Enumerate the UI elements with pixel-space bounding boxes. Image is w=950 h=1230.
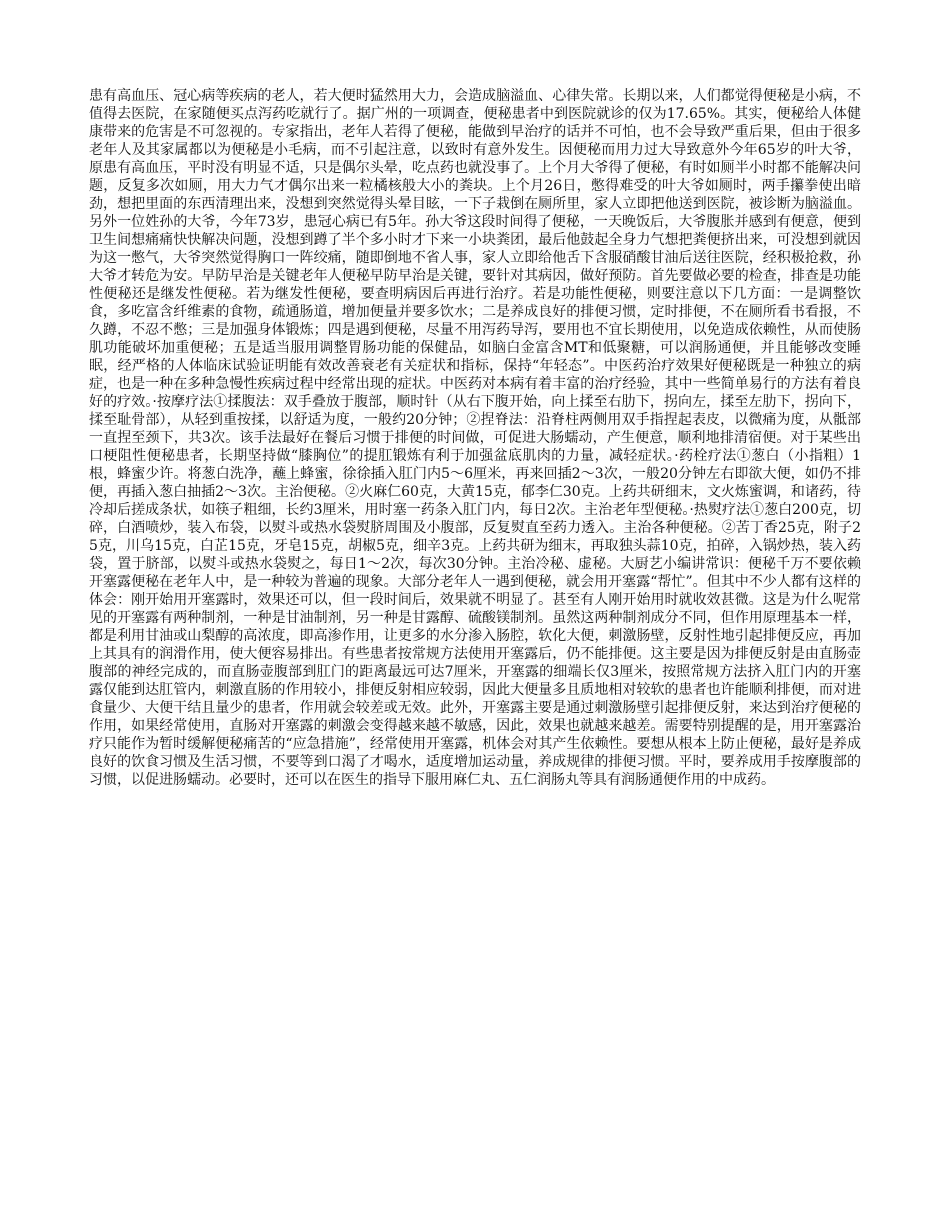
article-body: 患有高血压、冠心病等疾病的老人，若大便时猛然用大力，会造成脑溢血、心律失常。长期以来，人们都觉得便秘是小病，不值得去医院，在家随便买点泻药吃就行了。据广州的一项调查，便秘患者中到医院就诊的仅为17.65%。其实，便秘给人体健康带来的危害是不可忽视的。专家指出，老年人若得了便秘，能做到早治疗的话并不可怕，也不会导致严重后果，但由于很多老年人及其家属都以为便秘是小毛病，而不引起注意，以致时有意外发生。因便秘而用力过大导致意外今年65岁的叶大爷，原患有高血压，平时没有明显不适，只是偶尔头晕，吃点药也就没事了。上个月大爷得了便秘，有时如厕半小时都不能解决问题，反复多次如厕，用大力气才偶尔出来一粒橘核般大小的粪块。上个月26日，憋得难受的叶大爷如厕时，两手攥拳使出暗劲，想把里面的东西清理出来，没想到突然觉得头晕目眩，一下子栽倒在厕所里，家人立即把他送到医院，被诊断为脑溢血。另外一位姓孙的大爷，今年73岁，患冠心病已有5年。孙大爷这段时间得了便秘，一天晚饭后，大爷腹胀并感到有便意，便到卫生间想痛痛快快解决问题，没想到蹲了半个多小时才下来一小块粪团，最后他鼓起全身力气想把粪便挤出来，可没想到就因为这一憋气，大爷突然觉得胸口一阵绞痛，随即倒地不省人事，家人立即给他舌下含服硝酸甘油后送往医院，经积极抢救，孙大爷才转危为安。早防早治是关键老年人便秘早防早治是关键，要针对其病因，做好预防。首先要做必要的检查，排查是功能性便秘还是继发性便秘。若为继发性便秘，要查明病因后再进行治疗。若是功能性便秘，则要注意以下几方面：一是调整饮食，多吃富含纤维素的食物，疏通肠道，增加便量并要多饮水；二是养成良好的排便习惯，定时排便，不在厕所看书看报，不久蹲，不忍不憋；三是加强身体锻炼；四是遇到便秘，尽量不用泻药导泻，要用也不宜长期使用，以免造成依赖性，从而使肠肌功能破坏加重便秘；五是适当服用调整胃肠功能的保健品，如脑白金富含MT和低聚糖，可以润肠通便，并且能够改变睡眠，经严格的人体临床试验证明能有效改善衰老有关症状和指标，保持“年轻态”。中医药治疗效果好便秘既是一种独立的病症，也是一种在多种急慢性疾病过程中经常出现的症状。中医药对本病有着丰富的治疗经验，其中一些简单易行的方法有着良好的疗效。·按摩疗法①揉腹法：双手叠放于腹部，顺时针（从右下腹开始，向上揉至右肋下，拐向左，揉至左肋下，拐向下，揉至耻骨部），从轻到重按揉，以舒适为度，一般约20分钟；②捏脊法：沿脊柱两侧用双手指捏起表皮，以微痛为度，从骶部一直捏至颈下，共3次。该手法最好在餐后习惯于排便的时间做，可促进大肠蠕动，产生便意，顺利地排清宿便。对于某些出口梗阻性便秘患者，长期坚持做“膝胸位”的提肛锻炼有利于加强盆底肌肉的力量，减轻症状。·药栓疗法①葱白（小指粗）1根，蜂蜜少许。将葱白洗净，蘸上蜂蜜，徐徐插入肛门内5～6厘米，再来回插2～3次，一般20分钟左右即欲大便，如仍不排便，再插入葱白抽插2～3次。主治便秘。②火麻仁60克，大黄15克，郁李仁30克。上药共研细末，文火炼蜜调，和诸药，待冷却后搓成条状，如筷子粗细，长约3厘米，用时塞一药条入肛门内，每日2次。主治老年型便秘。·热熨疗法①葱白200克，切碎，白酒喷炒，装入布袋，以熨斗或热水袋熨脐周围及小腹部，反复熨直至药力透入。主治各种便秘。②苦丁香25克，附子25克，川乌15克，白芷15克，牙皂15克，胡椒5克，细辛3克。上药共研为细末，再取独头蒜10克，拍碎，入锅炒热，装入药袋，置于脐部，以熨斗或热水袋熨之，每日1～2次，每次30分钟。主治冷秘、虚秘。大厨艺小编讲常识：便秘千万不要依赖开塞露便秘在老年人中，是一种较为普遍的现象。大部分老年人一遇到便秘，就会用开塞露“帮忙”。但其中不少人都有这样的体会：刚开始用开塞露时，效果还可以，但一段时间后，效果就不明显了。甚至有人刚开始用时就收效甚微。这是为什么呢常见的开塞露有两种制剂，一种是甘油制剂，另一种是甘露醇、硫酸镁制剂。虽然这两种制剂成分不同，但作用原理基本一样，都是利用甘油或山梨醇的高浓度，即高渗作用，让更多的水分渗入肠腔，软化大便，刺激肠壁，反射性地引起排便反应，再加上其具有的润滑作用，使大便容易排出。有些患者按常规方法使用开塞露后，仍不能排便。这主要是因为排便反射是由直肠壶腹部的神经完成的，而直肠壶腹部到肛门的距离最远可达7厘米，开塞露的细端长仅3厘米，按照常规方法挤入肛门内的开塞露仅能到达肛管内，刺激直肠的作用较小，排便反射相应较弱，因此大便量多且质地相对较软的患者也许能顺利排便，而对进食量少、大便干结且量少的患者，作用就会较差或无效。此外，开塞露主要是通过刺激肠壁引起排便反射，来达到治疗便秘的作用，如果经常使用，直肠对开塞露的刺激会变得越来越不敏感，因此，效果也就越来越差。需要特别提醒的是，用开塞露治疗只能作为暂时缓解便秘痛苦的“应急措施”，经常使用开塞露，机体会对其产生依赖性。要想从根本上防止便秘，最好是养成良好的饮食习惯及生活习惯，不要等到口渴了才喝水，适度增加运动量，养成规律的排便习惯。平时，要养成用手按摩腹部的习惯，以促进肠蠕动。必要时，还可以在医生的指导下服用麻仁丸、五仁润肠丸等具有润肠通便作用的中成药。: [89, 88, 861, 788]
document-page: [89, 87, 861, 789]
